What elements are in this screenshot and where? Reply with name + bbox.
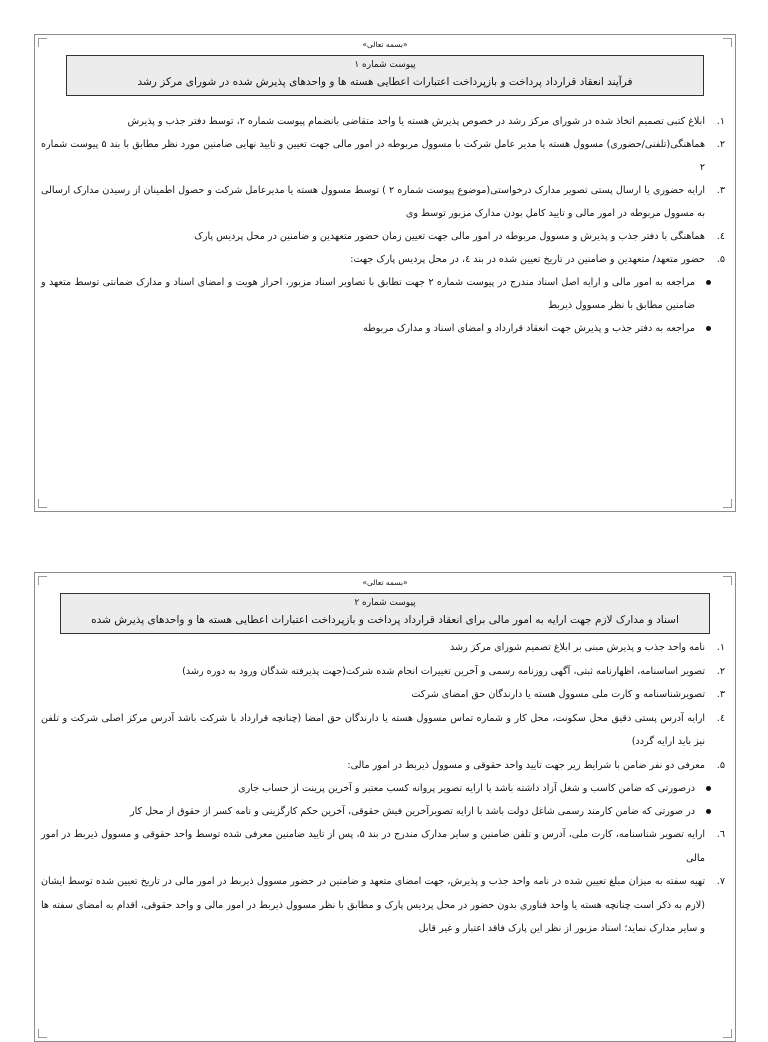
page-heading: «بسمه تعالی» [362,40,408,49]
page-corner-mark [38,499,47,508]
list-item [41,707,725,754]
page-title: اسناد و مدارک لازم جهت ارایه به امور مالی برای انعقاد قرارداد پرداخت و بازپرداخت اعتبارات اعطایی هسته ها و واحدهای پذیرش شده [91,614,679,626]
list-item [41,636,725,660]
list-item-text: ابلاغ کتبی تصمیم اتخاذ شده در شورای مرکز رشد در خصوص پذیرش هسته یا واحد متقاضی بانضمام پیوست شماره ۲، توسط دفتر جذب و پذیرش [127,116,705,127]
list-item [41,225,725,248]
title-box [60,593,710,634]
list-item [41,179,725,225]
bullet-list [41,777,725,823]
numbered-list [41,823,725,941]
list-item [41,248,725,271]
title-box [66,55,704,96]
list-item-number: ۲. [716,665,725,677]
list-item-text: ارایه آدرس پستی دقیق محل سکونت، محل کار و شماره تماس مسوول هسته یا دارندگان حق امضا (چنانچه قرارداد با شرکت باشد آدرس مرکز اصلی شرکت و تلفن نیز باید ارایه گردد) [41,712,705,747]
list-item-number: ۵. [716,759,725,771]
list-item [41,870,725,941]
document-page-2 [34,572,736,1042]
list-item [41,133,725,179]
page-content [35,110,735,340]
list-item [41,683,725,707]
list-item-number: ۷. [716,876,725,887]
list-item [41,110,725,133]
list-item-number: ۱. [716,642,725,653]
list-item-text: نامه واحد جذب و پذیرش مبنی بر ابلاغ تصمیم شورای مرکز رشد [450,642,705,653]
list-item-number: ٤. [716,712,725,724]
numbered-list [41,110,725,271]
list-item-number: ۵. [716,254,725,265]
page-corner-mark [723,499,732,508]
numbered-list [41,636,725,777]
bullet-item: درصورتی که ضامن کاسب و شغل آزاد داشته باشد با ارایه تصویر پروانه کسب معتبر و آخرین پرینت از حساب جاری [41,777,695,800]
list-item-text: تصویر اساسنامه، اظهارنامه ثبتی، آگهی روزنامه رسمی و آخرین تغییرات انجام شده شرکت(جهت پذیرفته شدگان ورود به دوره رشد) [182,665,705,677]
page-corner-mark [723,1029,732,1038]
list-item-text: تهیه سفته به میزان مبلغ تعیین شده در نامه واحد جذب و پذیرش، جهت امضای متعهد و ضامنین در حضور مسوول ذیربط در امور مالی در تاریخ تعیین شده توسط ایشان (لازم به ذکر است چنانچه هسته یا واحد فناوری بدون حضور در محل پردیس پارک و مطابق با نظر مسوول ذیربط در امور مالی و واحد حقوقی، اقدام به امضای سفته ها و سایر مدارک نماید؛ اسناد مزبور از نظر این پارک فاقد اعتبار و غیر قابل [41,876,705,934]
bullet-item: مراجعه به دفتر جذب و پذیرش جهت انعقاد قرارداد و امضای اسناد و مدارک مربوطه [41,317,695,340]
list-item-number: ٦. [716,829,725,840]
appendix-number: پیوست شماره ۲ [354,598,416,608]
list-item-text: هماهنگی(تلفنی/حضوری) مسوول هسته یا مدیر عامل شرکت با مسوول مربوطه در امور مالی جهت تعیین و تایید نهایی ضامنین مورد نظر مطابق با بند ۵ پیوست شماره ۲ [41,139,705,173]
list-item-text: حضور متعهد/ متعهدین و ضامنین در تاریخ تعیین شده در بند ٤، در محل پردیس پارک جهت: [350,254,705,265]
list-item-number: ۳. [716,689,725,700]
document-page-1 [34,34,736,512]
list-item-number: ۲. [716,139,725,150]
list-item-number: ٤. [716,231,725,242]
page-corner-mark [38,1029,47,1038]
page-title: فرآیند انعقاد قرارداد پرداخت و بازپرداخت اعتبارات اعطایی هسته ها و واحدهای پذیرش شده در شورای مرکز رشد [137,76,633,88]
page-heading: «بسمه تعالی» [362,578,408,587]
list-item-number: ۱. [716,116,725,127]
page-content [35,636,735,941]
list-item [41,754,725,778]
list-item-text: هماهنگی با دفتر جذب و پذیرش و مسوول مربوطه در امور مالی جهت تعیین زمان حضور متعهدین و ضامنین در محل پردیس پارک [194,231,705,242]
bullet-list [41,271,725,340]
list-item-text: ارایه حضوری یا ارسال پستی تصویر مدارک درخواستی(موضوع پیوست شماره ۲ ) توسط مسوول هسته یا مدیرعامل شرکت و حصول اطمینان از رسیدن مدارک ارسالی به مسوول مربوطه در امور مالی و تایید کامل بودن مدارک مزبور توسط وی [41,185,706,219]
list-item-text: تصویرشناسنامه و کارت ملی مسوول هسته یا دارندگان حق امضای شرکت [411,689,705,700]
list-item-number: ۳. [716,185,725,196]
bullet-item: مراجعه به امور مالی و ارایه اصل اسناد مندرج در پیوست شماره ۲ جهت تطابق با تصاویر اسناد مزبور، احراز هویت و امضای اسناد و مدارک ضمانتی توسط متعهد و ضامنین مطابق با نظر مسوول ذیربط [41,271,695,317]
list-item [41,660,725,684]
list-item [41,823,725,870]
appendix-number: پیوست شماره ۱ [354,60,416,70]
bullet-item: در صورتی که ضامن کارمند رسمی شاغل دولت باشد با ارایه تصویرآخرین فیش حقوقی، آخرین حکم کارگزینی و نامه کسر از حقوق از محل کار [41,800,695,823]
list-item-text: معرفی دو نفر ضامن با شرایط زیر جهت تایید واحد حقوقی و مسوول ذیربط در امور مالی: [347,759,705,771]
list-item-text: ارایه تصویر شناسنامه، کارت ملی، آدرس و تلفن ضامنین و سایر مدارک مندرج در بند ۵، پس از تایید ضامنین معرفی شده توسط واحد حقوقی و مسوول ذیربط در امور مالی [41,829,705,864]
